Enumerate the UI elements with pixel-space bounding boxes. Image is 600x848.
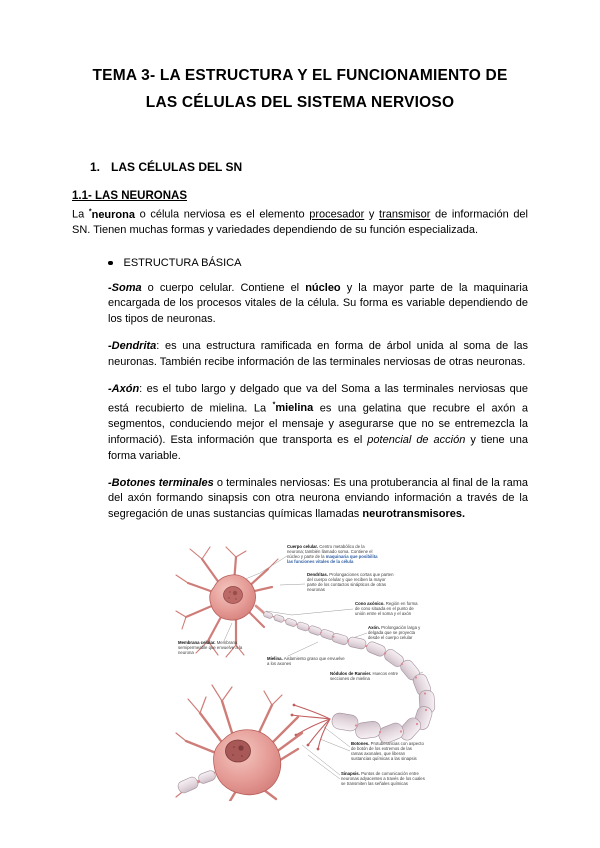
footnote-star: * (272, 401, 276, 409)
botones-term: -Botones terminales (108, 476, 214, 489)
figure-label-mielina: Mielina. Aislamiento graso que envuelve a los axones (267, 655, 345, 666)
potencial-italic: potencial de acción (367, 433, 466, 446)
document-title (72, 62, 528, 116)
title-line-2: LAS CÉLULAS DEL SISTEMA NERVIOSO (145, 94, 455, 111)
top-neuron-nucleus (224, 586, 243, 603)
soma-text-1: o cuerpo celular. Contiene el (141, 281, 306, 294)
procesador-underlined: procesador (309, 208, 365, 221)
axon-text-3: y tiene una forma variable. (108, 433, 529, 462)
axon-text-1: : es el tubo largo y delgado que va del Soma a las terminales nerviosas que está recubierto de mielina. La (108, 383, 528, 415)
axon-paragraph (108, 382, 528, 464)
dendrita-term: -Dendrita (108, 340, 157, 353)
axon-term: -Axón (108, 383, 140, 396)
intro-text-3: y (364, 208, 380, 221)
figure-label-botones: Botones. Protuberancias con aspecto de botón de los extremos de las ramas axonales, que liberan sustancias químicas a las sinapsis (351, 740, 424, 761)
section-heading (72, 160, 528, 174)
dendrita-text-1: : es una estructura ramificada en forma de árbol unida al soma de las neuronas. También recibe información de las terminales nerviosas de otras neuronas. (108, 340, 528, 368)
title-line-1: TEMA 3- LA ESTRUCTURA Y EL FUNCIONAMIENTO DE (92, 67, 508, 84)
bottom-neuron-nucleus (226, 740, 251, 762)
section-title: LAS CÉLULAS DEL SN (111, 160, 243, 174)
bullet-label: ESTRUCTURA BÁSICA (123, 257, 242, 270)
intro-text-4: de información del SN. Tienen muchas formas y variedades dependiendo de su función especializada. (72, 208, 528, 237)
axon-hillock (256, 606, 265, 614)
stub-node-dot (197, 780, 199, 782)
structure-bullet-row (72, 257, 528, 269)
intro-text-2: o célula nerviosa es el elemento (135, 208, 310, 221)
figure-label-dendritas: Dendritas. Prolongaciones cortas que parten del cuerpo celular y que reciben la mayor parte de los contactos sinápticos de otras neuronas (307, 571, 394, 592)
figure-label-sinapsis: Sinapsis. Puntos de comunicación entre neuronas adyacentes a través de los cuales se transmiten las señales químicas (341, 770, 425, 786)
subsection-heading: 1.1- LAS NEURONAS (72, 190, 188, 202)
soma-term: -Soma (108, 281, 142, 294)
botones-paragraph (108, 476, 528, 523)
figure-label-axon: Axón. Prolongación larga y delgada que se proyecta desde el cuerpo celular (368, 624, 421, 640)
nucleo-bold: núcleo (305, 281, 341, 294)
botones-text-1: o terminales nerviosas: Es una protuberancia al final de la rama del axón formando sinapsis con otra neurona enviando información a través de la segregación de unas sustancias químicas llamadas (108, 476, 528, 521)
dendrita-paragraph (108, 339, 528, 370)
figure-label-cono-axonico: Cono axónico. Región en forma de cono situada en el punto de unión entre el soma y el axón (355, 600, 418, 616)
terminal-buttons (291, 703, 320, 750)
neurona-term: *neurona (88, 208, 135, 221)
bullet-icon (108, 261, 113, 266)
figure-label-nodulos-ranvier: Nódulos de Ranvier. Huecos entre secciones de mielina (330, 670, 399, 681)
mielina-term: *mielina (272, 401, 314, 415)
soma-text-2: y la mayor parte de la maquinaria encargada de los procesos vitales de la célula. Su forma es variable dependiendo de los tipos de neuronas. (108, 281, 528, 325)
neuron-figure (172, 543, 450, 801)
figure-label-cuerpo-celular: Cuerpo celular. Centro metabólico de la neurona; también llamado soma. Contiene el núcleo y parte de la maquinaria que posibilita las funciones vitales de la célula (287, 543, 378, 564)
axon-text-2: es una gelatina que recubre el axón a segmentos, conduciendo mejor el mensaje y asegurarse que no se entremezcla la informació). Esta información que transporta es el (108, 402, 528, 446)
intro-text-1: La (72, 208, 89, 221)
bottom-neuron-soma (214, 730, 281, 795)
axon-stub (176, 769, 216, 794)
footnote-star: * (88, 208, 92, 215)
figure-label-membrana-celular: Membrana celular. Membrana semipermeable que envuelve a la neurona (178, 639, 243, 655)
neurotransmisores-bold: neurotransmisores. (362, 508, 466, 521)
transmisor-underlined: transmisor (379, 208, 431, 221)
soma-paragraph (108, 281, 528, 328)
intro-paragraph (72, 204, 528, 239)
section-number: 1. (90, 160, 101, 174)
